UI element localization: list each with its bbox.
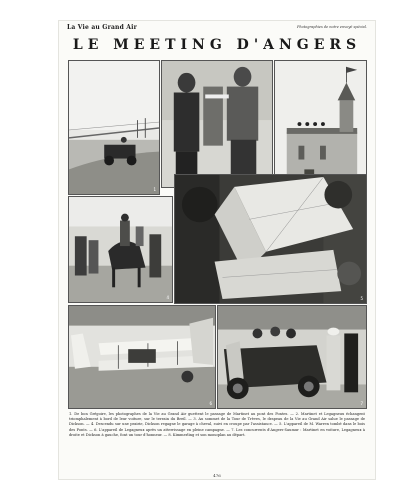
photo-number: 4 xyxy=(166,295,169,300)
photo-number: 5 xyxy=(360,296,363,301)
photo-crashed-plane-trees xyxy=(174,174,367,304)
photo-number: 6 xyxy=(209,401,212,406)
photo-caption: 1. De bon Grégoire, les photographes de la Vie au Grand Air guettent le passage de Martinet au pont des Fontes. — 2. Martinet et Legagneux échangent triomphalement à bord de leur voiture, sur le terrain du Breil. — 3. Au sommet de la Tour de Trèves, le drapeau de la Vie au Grand Air salue le passage de Dickson. — 4. Descendu sur une prairie, Dickson regagne le garage à cheval, suivi en croupe par l'assistance. — 5. L'appareil de M. Warren tombé dans le bois des Ponts. — 6. L'appareil de Legagneux après un atterrissage en pleine campagne. — 7. Les concurrents d'Angers-Saumur : Martinet en voiture, Legagneux à droite et Dickson à gauche, font un tour d'honneur. — 8. Kimmerling et son monoplan au départ. xyxy=(69,412,365,437)
page-title: LE MEETING D'ANGERS xyxy=(72,37,362,53)
photo-number: 7 xyxy=(360,401,363,406)
magazine-page xyxy=(58,20,376,480)
magazine-title: La Vie au Grand Air xyxy=(67,24,137,31)
page-header xyxy=(67,24,367,34)
photo-horse-crowd xyxy=(68,196,173,303)
photo-aviators-toast xyxy=(161,60,273,188)
photo-bridge-car xyxy=(68,60,160,195)
page-number: 476 xyxy=(213,473,221,478)
photo-car-passengers xyxy=(217,305,367,409)
photo-number: 1 xyxy=(153,187,156,192)
photo-wrecked-plane-field xyxy=(68,305,216,409)
photo-credit: Photographies de notre envoyé spécial. xyxy=(297,25,367,29)
